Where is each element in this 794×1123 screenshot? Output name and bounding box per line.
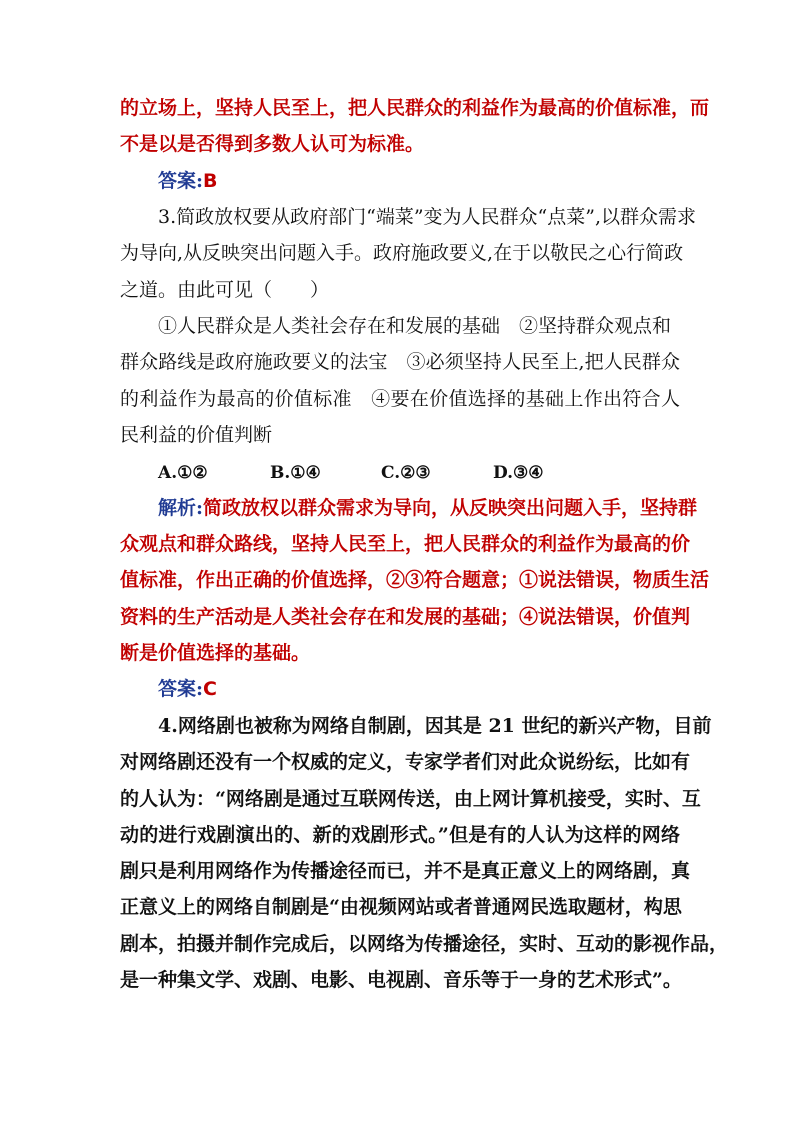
option-b: B.①④ <box>270 463 321 483</box>
analysis-text: 简政放权以群众需求为导向，从反映突出问题入手，坚持群 <box>203 497 698 519</box>
analysis-3-line-5: 断是价值选择的基础。 <box>120 642 311 664</box>
question-3-statement-line-2: 群众路线是政府施政要义的法宝 ③必须坚持人民至上,把人民群众 <box>120 351 680 373</box>
option-a: A.①② <box>158 463 208 483</box>
question-3-statement-line-3: 的利益作为最高的价值标准 ④要在价值选择的基础上作出符合人 <box>120 388 680 410</box>
question-3-line-2: 为导向,从反映突出问题入手。政府施政要义,在于以敬民之心行简政 <box>120 242 684 264</box>
question-4-line-1: 4.网络剧也被称为网络自制剧，因其是 21 世纪的新兴产物，目前 <box>158 715 712 737</box>
answer-label: 答案: <box>158 678 204 700</box>
question-4-line-3: 的人认为：“网络剧是通过互联网传送，由上网计算机接受，实时、互 <box>120 788 701 810</box>
answer-value: B <box>203 170 218 192</box>
question-3-line-3: 之道。由此可见（ ） <box>120 279 330 301</box>
question-3-statement-line-1: ①人民群众是人类社会存在和发展的基础 ②坚持群众观点和 <box>158 315 672 337</box>
analysis-3-line-2: 众观点和群众路线，坚持人民至上，把人民群众的利益作为最高的价 <box>120 533 691 555</box>
analysis-3-line-4: 资料的生产活动是人类社会存在和发展的基础；④说法错误，价值判 <box>120 606 691 628</box>
answer-value: C <box>203 678 217 700</box>
analysis-3-line-3: 值标准，作出正确的价值选择，②③符合题意；①说法错误，物质生活 <box>120 569 710 591</box>
answer-3 <box>158 680 718 699</box>
question-3-options <box>158 463 678 485</box>
analysis-3-line-1 <box>158 497 698 519</box>
answer-label: 答案: <box>158 170 204 192</box>
question-4-line-7: 剧本，拍摄并制作完成后，以网络为传播途径，实时、互动的影视作品， <box>120 933 729 955</box>
question-4-line-2: 对网络剧还没有一个权威的定义，专家学者们对此众说纷纭，比如有 <box>120 751 691 773</box>
question-4-line-6: 正意义上的网络自制剧是“由视频网站或者普通网民选取题材，构思 <box>120 896 682 918</box>
answer-2 <box>158 172 718 191</box>
prev-analysis-line-1: 的立场上，坚持人民至上，把人民群众的利益作为最高的价值标准，而 <box>120 97 710 119</box>
question-4-line-4: 动的进行戏剧演出的、新的戏剧形式。”但是有的人认为这样的网络 <box>120 824 680 846</box>
question-4-line-8: 是一种集文学、戏剧、电影、电视剧、音乐等于一身的艺术形式”。 <box>120 969 682 991</box>
prev-analysis-line-2: 不是以是否得到多数人认可为标准。 <box>120 133 425 155</box>
option-c: C.②③ <box>381 463 431 483</box>
question-4-line-5: 剧只是利用网络作为传播途径而已，并不是真正意义上的网络剧，真 <box>120 860 691 882</box>
analysis-label: 解析: <box>158 497 204 519</box>
option-d: D.③④ <box>493 463 544 483</box>
question-3-statement-line-4: 民利益的价值判断 <box>120 424 273 446</box>
question-3-line-1: 3.简政放权要从政府部门“端菜”变为人民群众“点菜”,以群众需求 <box>158 206 697 228</box>
